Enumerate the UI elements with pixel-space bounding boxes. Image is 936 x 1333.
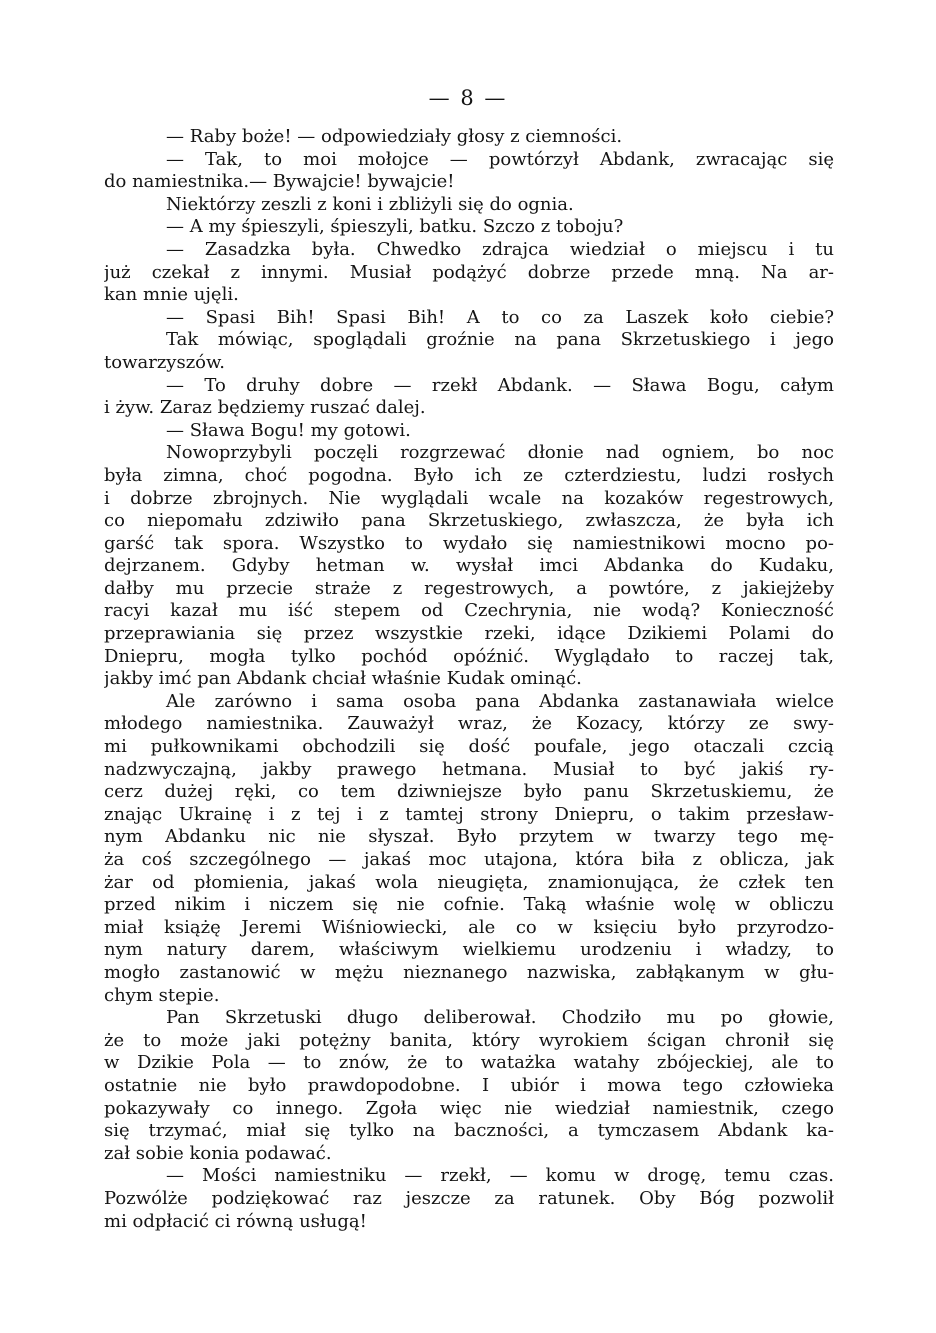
text-line: kan mnie ujęli. <box>104 284 239 306</box>
text-line: cerz dużej ręki, co tem dziwniejsze było panu Skrzetuskiemu, że <box>104 781 834 803</box>
text-line: mogło zastanowić w mężu nieznanego nazwiska, zabłąkanym w głu- <box>104 961 834 983</box>
text-line: Tak mówiąc, spoglądali groźnie na pana Skrzetuskiego i jego <box>166 329 834 351</box>
text-line: — Mości namiestniku — rzekł, — komu w drogę, temu czas. <box>166 1165 834 1187</box>
text-line: co niepomału zdziwiło pana Skrzetuskiego, zwłaszcza, że była ich <box>104 510 834 532</box>
text-line: garść tak spora. Wszystko to wydało się namiestnikowi mocno po- <box>104 532 834 554</box>
text-line: Niektórzy zeszli z koni i zbliżyli się do ognia. <box>166 193 574 215</box>
text-line: znając Ukrainę i z tej i z tamtej strony Dniepru, o takim przesław- <box>104 803 834 825</box>
text-line: się trzymać, miał się tylko na baczności, a tymczasem Abdank ka- <box>104 1120 834 1142</box>
text-line: i żyw. Zaraz będziemy ruszać dalej. <box>104 397 426 419</box>
text-line: była zimna, choć pogodna. Było ich ze czterdziestu, ludzi rosłych <box>104 464 834 486</box>
text-line: mi pułkownikami obchodzili się dość poufale, jego otaczali czcią <box>104 736 834 758</box>
text-line: — A my śpieszyli, śpieszyli, batku. Szczo z toboju? <box>166 216 624 238</box>
page-number: — 8 — <box>428 86 508 110</box>
text-line: że to może jaki potężny banita, który wyrokiem ścigan chronił się <box>104 1029 834 1051</box>
text-line: już czekał z innymi. Musiał podążyć dobrze przede mną. Na ar- <box>104 261 834 283</box>
text-line: ża coś szczególnego — jakaś moc utajona, która biła z oblicza, jak <box>104 849 834 870</box>
text-line: w Dzikie Pola — to znów, że to watażka watahy zbójeckiej, ale to <box>104 1052 834 1074</box>
text-line: nym Abdanku nic nie słyszał. Było przytem w twarzy tego mę- <box>104 826 834 848</box>
text-line: — To druhy dobre — rzekł Abdank. — Sława Bogu, całym <box>166 374 834 396</box>
text-line: towarzyszów. <box>104 351 226 373</box>
text-line: Pan Skrzetuski długo deliberował. Chodziło mu po głowie, <box>166 1007 834 1029</box>
text-line: chym stepie. <box>104 984 220 1006</box>
text-line: przeprawiania się przez wszystkie rzeki, idące Dzikiemi Polami do <box>104 623 834 645</box>
text-line: Nowoprzybyli poczęli rozgrzewać dłonie nad ogniem, bo noc <box>166 442 834 464</box>
text-line: Ale zarówno i sama osoba pana Abdanka zastanawiała wielce <box>166 690 834 712</box>
text-line: dałby mu przecie straże z regestrowych, a powtóre, z jakiejżeby <box>104 577 834 599</box>
text-line: — Tak, to moi mołojce — powtórzył Abdank, zwracając się <box>166 148 834 170</box>
text-line: i dobrze zbrojnych. Nie wyglądali wcale na kozaków regestrowych, <box>104 487 834 509</box>
text-line: nadzwyczajną, jakby prawego hetmana. Musiał to być jakiś ry- <box>104 758 834 780</box>
text-line: do namiestnika.— Bywajcie! bywajcie! <box>104 171 455 193</box>
text-line: pokazywały co innego. Zgoła więc nie wiedział namiestnik, czego <box>104 1097 834 1119</box>
text-line: mi odpłacić ci równą usługą! <box>104 1210 367 1232</box>
text-line: — Spasi Bih! Spasi Bih! A to co za Laszek koło ciebie? <box>166 306 834 328</box>
text-line: młodego namiestnika. Zauważył wraz, że Kozacy, którzy ze swy- <box>104 713 834 735</box>
text-line: przed nikim i niczem się nie cofnie. Taką właśnie wolę w obliczu <box>104 894 834 916</box>
text-line: racyi kazał mu iść stepem od Czechrynia, nie wodą? Konieczność <box>104 600 834 622</box>
text-line: — Zasadzka była. Chwedko zdrajca wiedział o miejscu i tu <box>166 238 834 260</box>
text-line: żar od płomienia, jakaś wola nieugięta, znamionująca, że człek ten <box>104 871 834 893</box>
text-line: — Sława Bogu! my gotowi. <box>166 419 411 441</box>
text-line: miał książę Jeremi Wiśniowiecki, ale co w księciu było przyrodzo- <box>104 916 834 938</box>
text-line: — Raby boże! — odpowiedziały głosy z ciemności. <box>166 126 623 147</box>
text-line: Dniepru, mogła tylko pochód opóźnić. Wyglądało to raczej tak, <box>104 645 834 667</box>
text-line: nym natury darem, właściwym wielkiemu urodzeniu i władzy, to <box>104 939 834 961</box>
text-line: Pozwólże podziękować raz jeszcze za ratunek. Oby Bóg pozwolił <box>104 1187 834 1209</box>
body-text <box>104 126 834 1233</box>
text-line: ostatnie nie było prawdopodobne. I ubiór i mowa tego człowieka <box>104 1074 834 1096</box>
text-line: jakby imć pan Abdank chciał właśnie Kudak ominąć. <box>104 668 582 690</box>
text-line: dejrzanem. Gdyby hetman w. wysłał imci Abdanka do Kudaku, <box>104 555 834 577</box>
text-line: zał sobie konia podawać. <box>104 1142 332 1164</box>
